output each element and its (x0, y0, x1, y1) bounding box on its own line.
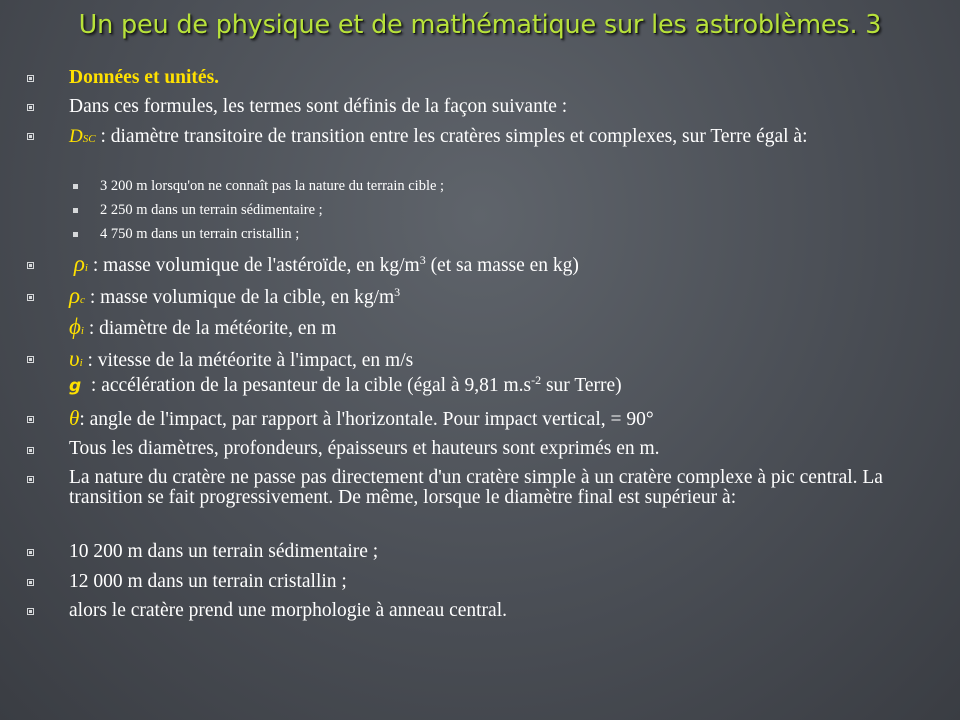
dsc-definition (69, 127, 939, 149)
theta-symbol: θ (69, 406, 80, 430)
bullet-icon (27, 294, 34, 301)
rho-i-definition (69, 251, 939, 278)
bullet-icon (27, 608, 34, 615)
g-text: : accélération de la pesanteur de la cible (égal à 9,81 m.s (81, 375, 532, 396)
sub-bullet-icon (73, 232, 78, 237)
dsc-text: : diamètre transitoire de transition entre les cratères simples et complexes, sur Terre égal à: (95, 126, 808, 147)
phi-i-symbol: ϕ (69, 314, 81, 339)
dsc-subscript: SC (82, 133, 96, 145)
dsc-value-unknown: 3 200 m lorsqu'on ne connaît pas la nature du terrain cible ; (100, 178, 445, 194)
rho-c-superscript: 3 (394, 285, 401, 299)
rho-c-definition (69, 283, 939, 310)
rho-c-subscript: c (80, 294, 85, 306)
phi-i-text: : diamètre de la météorite, en m (83, 318, 337, 339)
crater-nature-text: La nature du cratère ne passe pas directement d'un cratère simple à un cratère complexe à pic central. La transition se fait progressivement. De même, lorsque le diamètre final est supérieur à: (69, 467, 883, 508)
phi-i-definition (69, 314, 939, 341)
bullet-icon (27, 75, 34, 82)
bullet-icon (27, 104, 34, 111)
theta-text: : angle de l'impact, par rapport à l'horizontale. Pour impact vertical, = 90° (79, 409, 654, 430)
bullet-icon (27, 356, 34, 363)
section-heading: Données et unités. (69, 67, 220, 88)
v-i-definition (69, 346, 939, 373)
rho-c-text: : masse volumique de la cible, en kg/m (84, 287, 395, 308)
intro-text: Dans ces formules, les termes sont définis de la façon suivante : (69, 96, 568, 117)
dsc-value-sedimentary: 2 250 m dans un terrain sédimentaire ; (100, 202, 323, 218)
g-symbol: g (69, 376, 82, 396)
slide-title: Un peu de physique et de mathématique sur les astroblèmes. 3 (78, 10, 882, 40)
bullet-icon (27, 262, 34, 269)
rho-c-symbol: ρ (69, 283, 81, 308)
bullet-icon (27, 476, 34, 483)
rho-i-superscript: 3 (419, 253, 426, 267)
v-i-symbol: υ (69, 346, 80, 371)
g-superscript: -2 (531, 373, 542, 387)
v-i-subscript: i (79, 357, 83, 369)
bullet-icon (27, 416, 34, 423)
crystalline-threshold: 12 000 m dans un terrain cristallin ; (69, 571, 347, 592)
bullet-icon (27, 133, 34, 140)
sedimentary-threshold: 10 200 m dans un terrain sédimentaire ; (69, 541, 379, 562)
theta-definition (69, 408, 939, 430)
phi-i-subscript: i (80, 325, 84, 337)
g-text-after: sur Terre) (541, 375, 622, 396)
dsc-value-crystalline: 4 750 m dans un terrain cristallin ; (100, 226, 300, 242)
bullet-icon (27, 579, 34, 586)
v-i-text: : vitesse de la météorite à l'impact, en m/s (82, 350, 414, 371)
sub-bullet-icon (73, 184, 78, 189)
rho-i-text: : masse volumique de l'astéroïde, en kg/m (87, 255, 420, 276)
rho-i-text-after: (et sa masse en kg) (425, 255, 579, 276)
rho-i-subscript: i (84, 262, 88, 274)
g-definition (69, 373, 939, 396)
sub-bullet-icon (73, 208, 78, 213)
units-text: Tous les diamètres, profondeurs, épaisseurs et hauteurs sont exprimés en m. (69, 438, 660, 459)
rho-i-symbol: ρ (73, 251, 85, 276)
bullet-icon (27, 447, 34, 454)
ring-morphology-text: alors le cratère prend une morphologie à anneau central. (69, 600, 507, 621)
bullet-icon (27, 549, 34, 556)
dsc-symbol: D (69, 126, 83, 147)
